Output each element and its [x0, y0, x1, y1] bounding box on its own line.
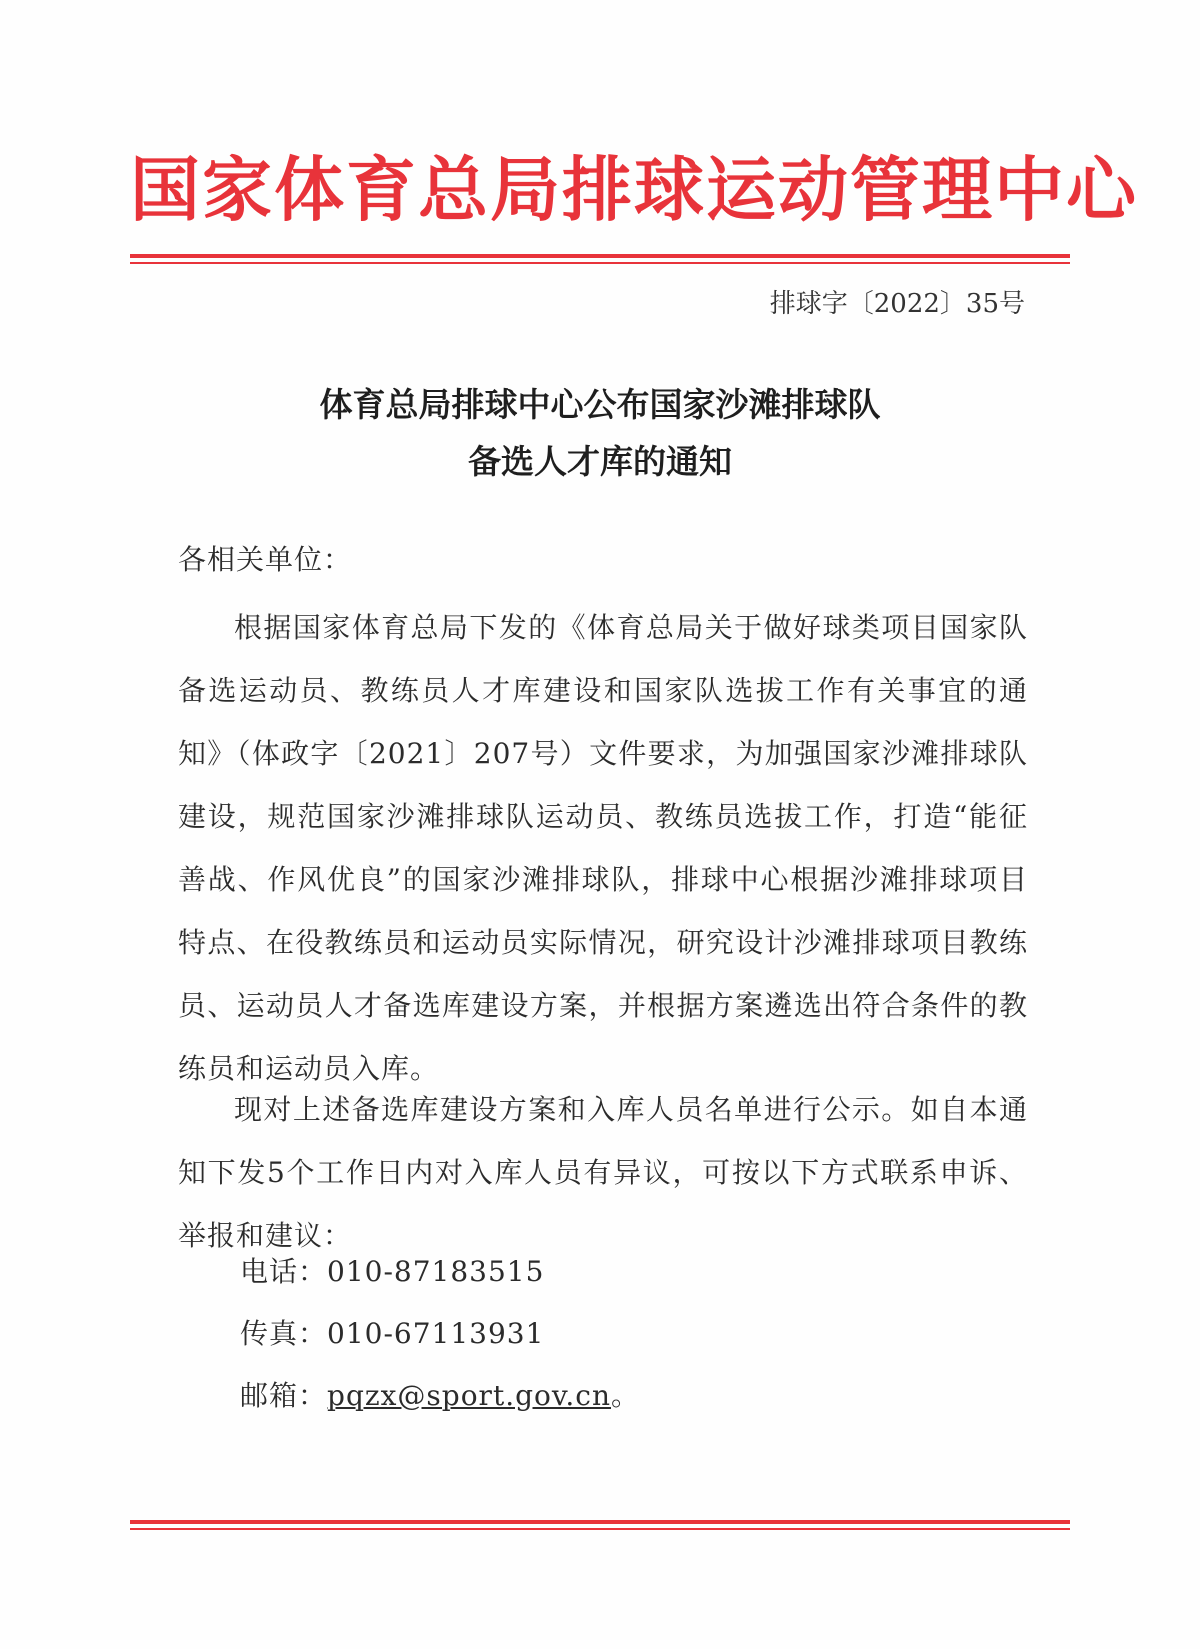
- contact-email-label: 邮箱：: [240, 1379, 328, 1412]
- document-number: 排球字〔2022〕35号: [769, 289, 1025, 319]
- contact-email: [240, 1374, 640, 1418]
- salutation: 各相关单位：: [178, 543, 353, 576]
- contact-phone: [240, 1250, 544, 1294]
- contact-email-suffix: 。: [611, 1379, 641, 1412]
- letterhead-divider-thin: [130, 262, 1070, 264]
- body-paragraph-2: 现对上述备选库建设方案和入库人员名单进行公示。如自本通知下发5个工作日内对入库人员有异议，可按以下方式联系申诉、举报和建议：: [178, 1093, 1028, 1252]
- contact-fax-label: 传真：: [240, 1317, 328, 1350]
- document-title-line-2: 备选人才库的通知: [468, 442, 732, 481]
- contact-phone-label: 电话：: [240, 1255, 328, 1288]
- contact-email-link[interactable]: pqzx@sport.gov.cn: [327, 1379, 611, 1412]
- contact-fax: [240, 1312, 544, 1356]
- letterhead-divider-thick: [130, 254, 1070, 258]
- body-paragraph-1: 根据国家体育总局下发的《体育总局关于做好球类项目国家队备选运动员、教练员人才库建设和国家队选拔工作有关事宜的通知》（体政字〔2021〕207号）文件要求，为加强国家沙滩排球队建设，规范国家沙滩排球队运动员、教练员选拔工作，打造“能征善战、作风优良”的国家沙滩排球队，排球中心根据沙滩排球项目特点、在役教练员和运动员实际情况，研究设计沙滩排球项目教练员、运动员人才备选库建设方案，并根据方案遴选出符合条件的教练员和运动员入库。: [178, 611, 1028, 1085]
- contact-fax-value: 010-67113931: [327, 1317, 545, 1350]
- document-title-line-1: 体育总局排球中心公布国家沙滩排球队: [319, 385, 881, 424]
- footer-divider-thin: [130, 1528, 1070, 1530]
- footer-divider-thick: [130, 1520, 1070, 1524]
- contact-phone-value: 010-87183515: [327, 1255, 545, 1288]
- letterhead-title: 国家体育总局排球运动管理中心: [130, 149, 1138, 231]
